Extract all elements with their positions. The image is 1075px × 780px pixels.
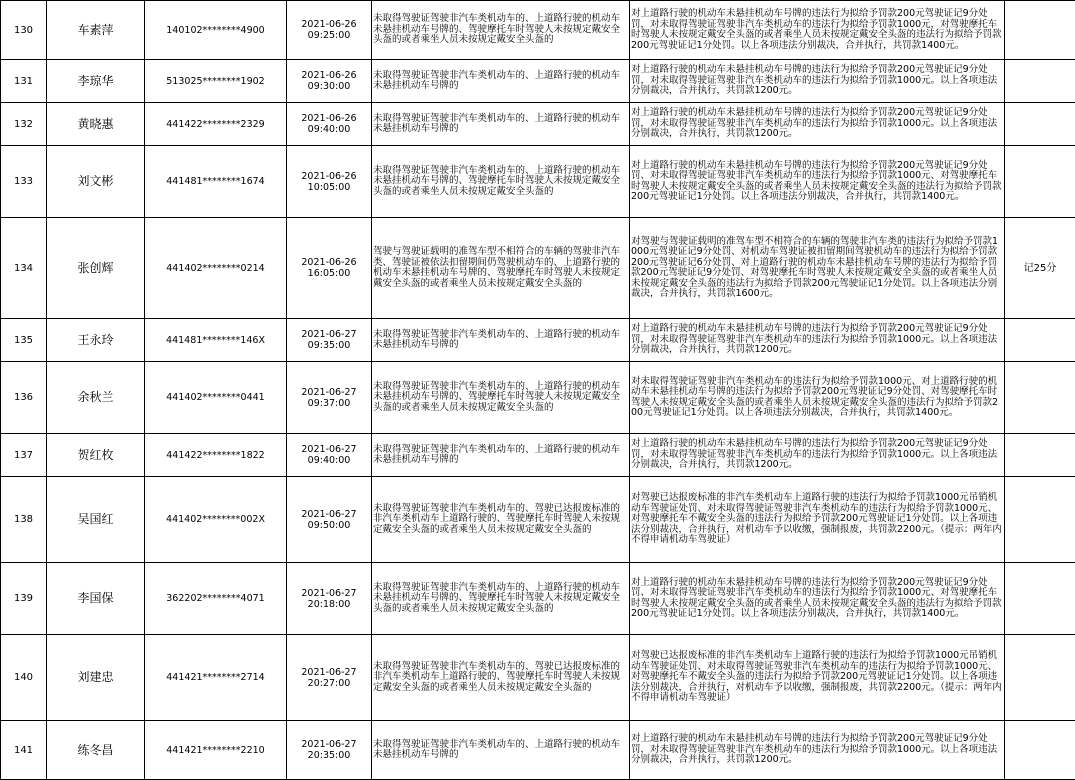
table-row xyxy=(1,218,1075,319)
table-row xyxy=(1,103,1075,146)
id-number: 441481********146X xyxy=(145,319,287,362)
violation-datetime xyxy=(287,434,372,477)
table-row xyxy=(1,362,1075,434)
violation-description: 未取得驾驶证驾驶非汽车类机动车的、上道路行驶的机动车未悬挂机动车号牌的、驾驶摩托车时驾驶人未按规定戴安全头盔的或者乘坐人员未按规定戴安全头盔的 xyxy=(372,362,630,434)
remark xyxy=(1005,434,1075,477)
penalty-decision: 对上道路行驶的机动车未悬挂机动车号牌的违法行为拟给予罚款200元驾驶证记9分处罚、对未取得驾驶证驾驶非汽车类机动车的违法行为拟给予罚款1000元、对驾驶摩托车时驾驶人未按规定戴安全头盔的或者乘坐人员未按规定戴安全头盔的违法行为拟给予罚款200元驾驶证记1分处罚。以上各项违法分别裁决，合并执行，共罚款1400元。 xyxy=(630,146,1005,218)
violation-date: 2021-06-27 xyxy=(301,329,356,340)
table-body xyxy=(1,1,1075,780)
remark xyxy=(1005,362,1075,434)
violation-description: 未取得驾驶证驾驶非汽车类机动车的、上道路行驶的机动车未悬挂机动车号牌的 xyxy=(372,103,630,146)
penalty-decision: 对未取得驾驶证驾驶非汽车类机动车的违法行为拟给予罚款1000元、对上道路行驶的机动车未悬挂机动车号牌的违法行为拟给予罚款200元驾驶证记9分处罚、对驾驶摩托车时驾驶人未按规定戴安全头盔的或者乘坐人员未按规定戴安全头盔的违法行为拟给予罚款200元驾驶证记1分处罚。以上各项违法分别裁决，合并执行，共罚款1400元。 xyxy=(630,362,1005,434)
penalty-decision: 对上道路行驶的机动车未悬挂机动车号牌的违法行为拟给予罚款200元驾驶证记9分处罚，对未取得驾驶证驾驶非汽车类机动车的违法行为拟给予罚款1000元。以上各项违法分别裁决，合并执行，共罚款1200元。 xyxy=(630,60,1005,103)
id-number: 441402********0214 xyxy=(145,218,287,319)
person-name: 李国保 xyxy=(47,563,145,635)
violation-datetime xyxy=(287,563,372,635)
violation-date: 2021-06-26 xyxy=(301,257,356,268)
remark xyxy=(1005,563,1075,635)
remark xyxy=(1005,319,1075,362)
id-number: 441481********1674 xyxy=(145,146,287,218)
violation-time: 09:40:00 xyxy=(308,455,351,466)
remark xyxy=(1005,477,1075,563)
violation-time: 20:27:00 xyxy=(308,678,351,689)
person-name: 刘建忠 xyxy=(47,635,145,721)
violation-time: 16:05:00 xyxy=(308,268,351,279)
row-number: 134 xyxy=(1,218,47,319)
id-number: 362202********4071 xyxy=(145,563,287,635)
violation-time: 09:25:00 xyxy=(308,30,351,41)
violation-datetime xyxy=(287,635,372,721)
person-name: 吴国红 xyxy=(47,477,145,563)
penalty-decision: 对上道路行驶的机动车未悬挂机动车号牌的违法行为拟给予罚款200元驾驶证记9分处罚，对未取得驾驶证驾驶非汽车类机动车的违法行为拟给予罚款1000元。以上各项违法分别裁决，合并执行，共罚款1200元。 xyxy=(630,103,1005,146)
violation-time: 09:40:00 xyxy=(308,124,351,135)
row-number: 140 xyxy=(1,635,47,721)
violation-description: 未取得驾驶证驾驶非汽车类机动车的、驾驶已达报废标准的非汽车类机动车上道路行驶的、驾驶摩托车时驾驶人未按规定戴安全头盔的或者乘坐人员未按规定戴安全头盔的 xyxy=(372,477,630,563)
remark: 记25分 xyxy=(1005,218,1075,319)
person-name: 余秋兰 xyxy=(47,362,145,434)
person-name: 练冬昌 xyxy=(47,721,145,780)
row-number: 136 xyxy=(1,362,47,434)
table-row xyxy=(1,434,1075,477)
penalty-decision: 对驾驶已达报废标准的非汽车类机动车上道路行驶的违法行为拟给予罚款1000元吊销机动车驾驶证处罚、对未取得驾驶证驾驶非汽车类机动车的违法行为拟给予罚款1000元、对驾驶摩托车不戴安全头盔的违法行为拟给予罚款200元驾驶证记1分处罚。以上各项违法分别裁决，合并执行，对机动车予以收缴，强制报废，共罚款2200元。（提示：两年内不得申请机动车驾驶证） xyxy=(630,477,1005,563)
penalty-decision: 对上道路行驶的机动车未悬挂机动车号牌的违法行为拟给予罚款200元驾驶证记9分处罚，对未取得驾驶证驾驶非汽车类机动车的违法行为拟给予罚款1000元。以上各项违法分别裁决，合并执行，共罚款1200元。 xyxy=(630,721,1005,780)
id-number: 513025********1902 xyxy=(145,60,287,103)
violation-description: 未取得驾驶证驾驶非汽车类机动车的、上道路行驶的机动车未悬挂机动车号牌的、驾驶摩托车时驾驶人未按规定戴安全头盔的或者乘坐人员未按规定戴安全头盔的 xyxy=(372,146,630,218)
person-name: 贺红枚 xyxy=(47,434,145,477)
row-number: 141 xyxy=(1,721,47,780)
remark xyxy=(1005,721,1075,780)
violation-date: 2021-06-27 xyxy=(301,588,356,599)
violation-datetime xyxy=(287,218,372,319)
violation-description: 未取得驾驶证驾驶非汽车类机动车的、上道路行驶的机动车未悬挂机动车号牌的 xyxy=(372,434,630,477)
person-name: 黄晓惠 xyxy=(47,103,145,146)
person-name: 李琼华 xyxy=(47,60,145,103)
row-number: 131 xyxy=(1,60,47,103)
violation-description: 未取得驾驶证驾驶非汽车类机动车的、上道路行驶的机动车未悬挂机动车号牌的 xyxy=(372,319,630,362)
person-name: 刘文彬 xyxy=(47,146,145,218)
violation-datetime xyxy=(287,362,372,434)
penalty-decision: 对上道路行驶的机动车未悬挂机动车号牌的违法行为拟给予罚款200元驾驶证记9分处罚、对未取得驾驶证驾驶非汽车类机动车的违法行为拟给予罚款1000元、对驾驶摩托车时驾驶人未按规定戴安全头盔的或者乘坐人员未按规定戴安全头盔的违法行为拟给予罚款200元驾驶证记1分处罚。以上各项违法分别裁决，合并执行，共罚款1400元。 xyxy=(630,563,1005,635)
violation-description: 未取得驾驶证驾驶非汽车类机动车的、上道路行驶的机动车未悬挂机动车号牌的、驾驶摩托车时驾驶人未按规定戴安全头盔的或者乘坐人员未按规定戴安全头盔的 xyxy=(372,1,630,60)
id-number: 441421********2714 xyxy=(145,635,287,721)
id-number: 140102********4900 xyxy=(145,1,287,60)
violation-date: 2021-06-26 xyxy=(301,113,356,124)
id-number: 441421********2210 xyxy=(145,721,287,780)
violation-time: 09:30:00 xyxy=(308,81,351,92)
violation-date: 2021-06-27 xyxy=(301,509,356,520)
row-number: 138 xyxy=(1,477,47,563)
penalty-decision: 对上道路行驶的机动车未悬挂机动车号牌的违法行为拟给予罚款200元驾驶证记9分处罚，对未取得驾驶证驾驶非汽车类机动车的违法行为拟给予罚款1000元。以上各项违法分别裁决，合并执行，共罚款1200元。 xyxy=(630,319,1005,362)
remark xyxy=(1005,146,1075,218)
violation-datetime xyxy=(287,1,372,60)
table-row xyxy=(1,146,1075,218)
violation-date: 2021-06-27 xyxy=(301,444,356,455)
violation-datetime xyxy=(287,319,372,362)
violation-datetime xyxy=(287,721,372,780)
id-number: 441422********1822 xyxy=(145,434,287,477)
row-number: 132 xyxy=(1,103,47,146)
row-number: 133 xyxy=(1,146,47,218)
table-row xyxy=(1,635,1075,721)
violation-time: 10:05:00 xyxy=(308,182,351,193)
violation-description: 驾驶与驾驶证载明的准驾车型不相符合的车辆的驾驶非汽车类、驾驶证被依法扣留期间仍驾驶机动车的、上道路行驶的机动车未悬挂机动车号牌的、驾驶摩托车时驾驶人未按规定戴安全头盔的或者乘坐人员未按规定戴安全头盔的 xyxy=(372,218,630,319)
penalty-decision: 对上道路行驶的机动车未悬挂机动车号牌的违法行为拟给予罚款200元驾驶证记9分处罚，对未取得驾驶证驾驶非汽车类机动车的违法行为拟给予罚款1000元。以上各项违法分别裁决，合并执行，共罚款1200元。 xyxy=(630,434,1005,477)
violation-time: 20:35:00 xyxy=(308,750,351,761)
violation-description: 未取得驾驶证驾驶非汽车类机动车的、上道路行驶的机动车未悬挂机动车号牌的、驾驶摩托车时驾驶人未按规定戴安全头盔的或者乘坐人员未按规定戴安全头盔的 xyxy=(372,563,630,635)
person-name: 王永玲 xyxy=(47,319,145,362)
violation-date: 2021-06-26 xyxy=(301,171,356,182)
violation-time: 20:18:00 xyxy=(308,599,351,610)
violation-date: 2021-06-26 xyxy=(301,19,356,30)
table-row xyxy=(1,1,1075,60)
violation-time: 09:50:00 xyxy=(308,520,351,531)
violation-date: 2021-06-27 xyxy=(301,739,356,750)
id-number: 441422********2329 xyxy=(145,103,287,146)
penalty-decision: 对驾驶与驾驶证载明的准驾车型不相符合的车辆的驾驶非汽车类的违法行为拟给予罚款1000元驾驶证记9分处罚、对机动车驾驶证被扣留期间驾驶机动车的违法行为拟给予罚款200元驾驶证记6分处罚、对上道路行驶的机动车未悬挂机动车号牌的违法行为拟给予罚款200元驾驶证记9分处罚、对驾驶摩托车时驾驶人未按规定戴安全头盔的或者乘坐人员未按规定戴安全头盔的违法行为拟给予罚款200元驾驶证记1分处罚。以上各项违法分别裁决，合并执行，共罚款1600元。 xyxy=(630,218,1005,319)
id-number: 441402********002X xyxy=(145,477,287,563)
table-row xyxy=(1,721,1075,780)
remark xyxy=(1005,103,1075,146)
violation-date: 2021-06-27 xyxy=(301,387,356,398)
row-number: 139 xyxy=(1,563,47,635)
row-number: 135 xyxy=(1,319,47,362)
violation-time: 09:37:00 xyxy=(308,398,351,409)
violation-datetime xyxy=(287,60,372,103)
violation-datetime xyxy=(287,103,372,146)
row-number: 137 xyxy=(1,434,47,477)
violation-description: 未取得驾驶证驾驶非汽车类机动车的、上道路行驶的机动车未悬挂机动车号牌的 xyxy=(372,60,630,103)
penalty-decision: 对驾驶已达报废标准的非汽车类机动车上道路行驶的违法行为拟给予罚款1000元吊销机动车驾驶证处罚、对未取得驾驶证驾驶非汽车类机动车的违法行为拟给予罚款1000元、对驾驶摩托车不戴安全头盔的违法行为拟给予罚款200元驾驶证记1分处罚。以上各项违法分别裁决，合并执行，对机动车予以收缴，强制报废，共罚款2200元。（提示：两年内不得申请机动车驾驶证） xyxy=(630,635,1005,721)
violation-date: 2021-06-27 xyxy=(301,667,356,678)
violation-date: 2021-06-26 xyxy=(301,70,356,81)
row-number: 130 xyxy=(1,1,47,60)
person-name: 车素萍 xyxy=(47,1,145,60)
penalty-decision: 对上道路行驶的机动车未悬挂机动车号牌的违法行为拟给予罚款200元驾驶证记9分处罚，对未取得驾驶证驾驶非汽车类机动车的违法行为拟给予罚款1000元，对驾驶摩托车时驾驶人未按规定戴安全头盔的或者乘坐人员未按规定戴安全头盔的违法行为拟给予罚款200元驾驶证记1分处罚。以上各项违法分别裁决，合并执行，共罚款1400元。 xyxy=(630,1,1005,60)
table-row xyxy=(1,563,1075,635)
person-name: 张创辉 xyxy=(47,218,145,319)
table-row xyxy=(1,60,1075,103)
violation-datetime xyxy=(287,146,372,218)
table-row xyxy=(1,477,1075,563)
remark xyxy=(1005,1,1075,60)
violation-description: 未取得驾驶证驾驶非汽车类机动车的、驾驶已达报废标准的非汽车类机动车上道路行驶的、驾驶摩托车时驾驶人未按规定戴安全头盔的或者乘坐人员未按规定戴安全头盔的 xyxy=(372,635,630,721)
id-number: 441402********0441 xyxy=(145,362,287,434)
violation-time: 09:35:00 xyxy=(308,340,351,351)
violation-datetime xyxy=(287,477,372,563)
remark xyxy=(1005,635,1075,721)
violation-description: 未取得驾驶证驾驶非汽车类机动车的、上道路行驶的机动车未悬挂机动车号牌的 xyxy=(372,721,630,780)
remark xyxy=(1005,60,1075,103)
table-row xyxy=(1,319,1075,362)
